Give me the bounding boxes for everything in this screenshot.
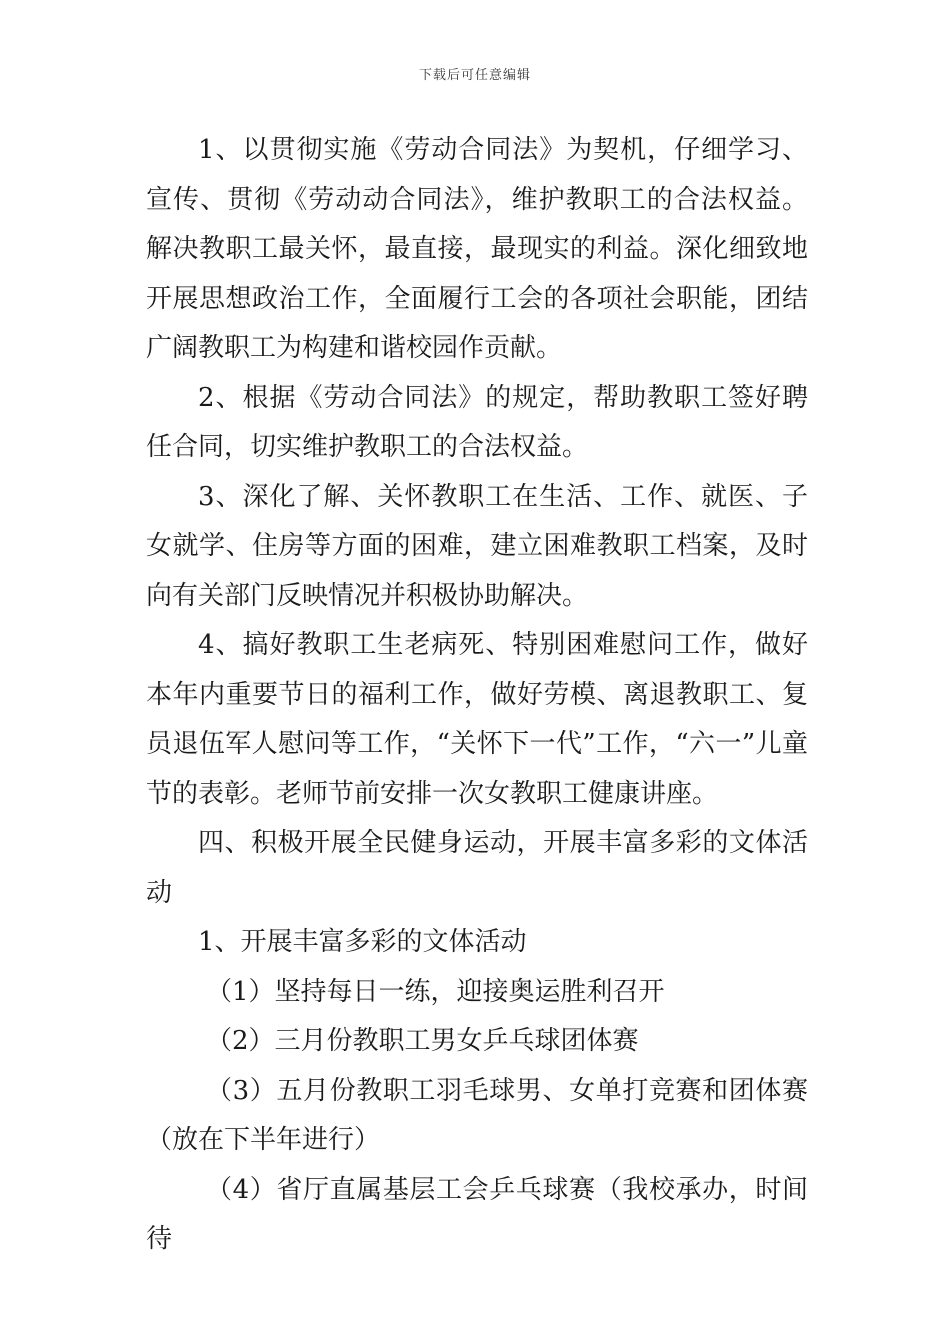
list-item-provincial-table-tennis: （4）省厅直属基层工会乒乓球赛（我校承办，时间待 [146,1174,808,1254]
list-item-table-tennis-team: （2）三月份教职工男女乒乓球团体赛 [206,1026,639,1056]
list-item-daily-exercise: （1）坚持每日一练，迎接奥运胜利召开 [206,976,665,1007]
subheading-cultural-sports: 1、开展丰富多彩的文体活动 [198,927,527,957]
section-heading-fitness: 四、积极开展全民健身运动，开展丰富多彩的文体活动 [146,828,808,908]
paragraph-condolence-welfare: 4、搞好教职工生老病死、特别困难慰问工作，做好本年内重要节日的福利工作，做好劳模、离退教职工、复员退伍军人慰问等工作，“关怀下一代”工作，“六一”儿童节的表彰。老师节前安排一次女教职工健康讲座。 [146,630,808,809]
paragraph-labor-contract-law: 1、以贯彻实施《劳动合同法》为契机，仔细学习、宣传、贯彻《劳动动合同法》，维护教职工的合法权益。解决教职工最关怀，最直接，最现实的利益。深化细致地开展思想政治工作，全面履行工会的各项社会职能，团结广阔教职工为构建和谐校园作贡献。 [146,135,808,363]
paragraph-hardship-support: 3、深化了解、关怀教职工在生活、工作、就医、子女就学、住房等方面的困难，建立困难教职工档案，及时向有关部门反映情况并积极协助解决。 [146,481,808,611]
document-body [146,126,808,1265]
list-item-badminton: （3）五月份教职工羽毛球男、女单打竞赛和团体赛（放在下半年进行） [146,1075,808,1155]
paragraph-employment-contract: 2、根据《劳动合同法》的规定，帮助教职工签好聘任合同，切实维护教职工的合法权益。 [146,382,808,462]
page-header-note: 下载后可任意编辑 [418,68,531,83]
